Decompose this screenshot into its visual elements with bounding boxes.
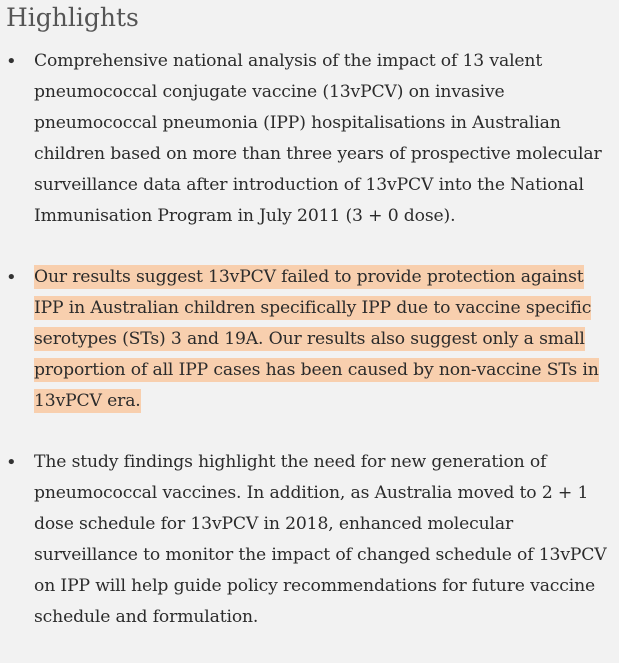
- bullet-dot-icon: •: [6, 267, 17, 288]
- section-title: Highlights: [6, 3, 139, 32]
- bullet-dot-icon: •: [6, 51, 17, 72]
- bullet-dot-icon: •: [6, 452, 17, 473]
- highlight-item-1: [0, 46, 619, 232]
- highlight-item-2: [0, 262, 619, 417]
- highlight-text-1: Comprehensive national analysis of the impact of 13 valent pneumococcal conjugate vaccine (13vPCV) on invasive pneumococcal pneumonia (IPP) hospitalisations in Australian children based on more than three years of prospective molecular surveillance data after introduction of 13vPCV into the National Immunisation Program in July 2011 (3 + 0 dose).: [34, 51, 602, 226]
- highlights-list: [0, 46, 619, 663]
- highlight-text-3: The study findings highlight the need for new generation of pneumococcal vaccines. In addition, as Australia moved to 2 + 1 dose schedule for 13vPCV in 2018, enhanced molecular surveillance to monitor the impact of changed schedule of 13vPCV on IPP will help guide policy recommendations for future vaccine schedule and formulation.: [34, 452, 607, 627]
- highlight-text-2: Our results suggest 13vPCV failed to provide protection against IPP in Australian children specifically IPP due to vaccine specific serotypes (STs) 3 and 19A. Our results also suggest only a small proportion of all IPP cases has been caused by non-vaccine STs in 13vPCV era.: [34, 267, 599, 411]
- highlight-item-3: [0, 447, 619, 633]
